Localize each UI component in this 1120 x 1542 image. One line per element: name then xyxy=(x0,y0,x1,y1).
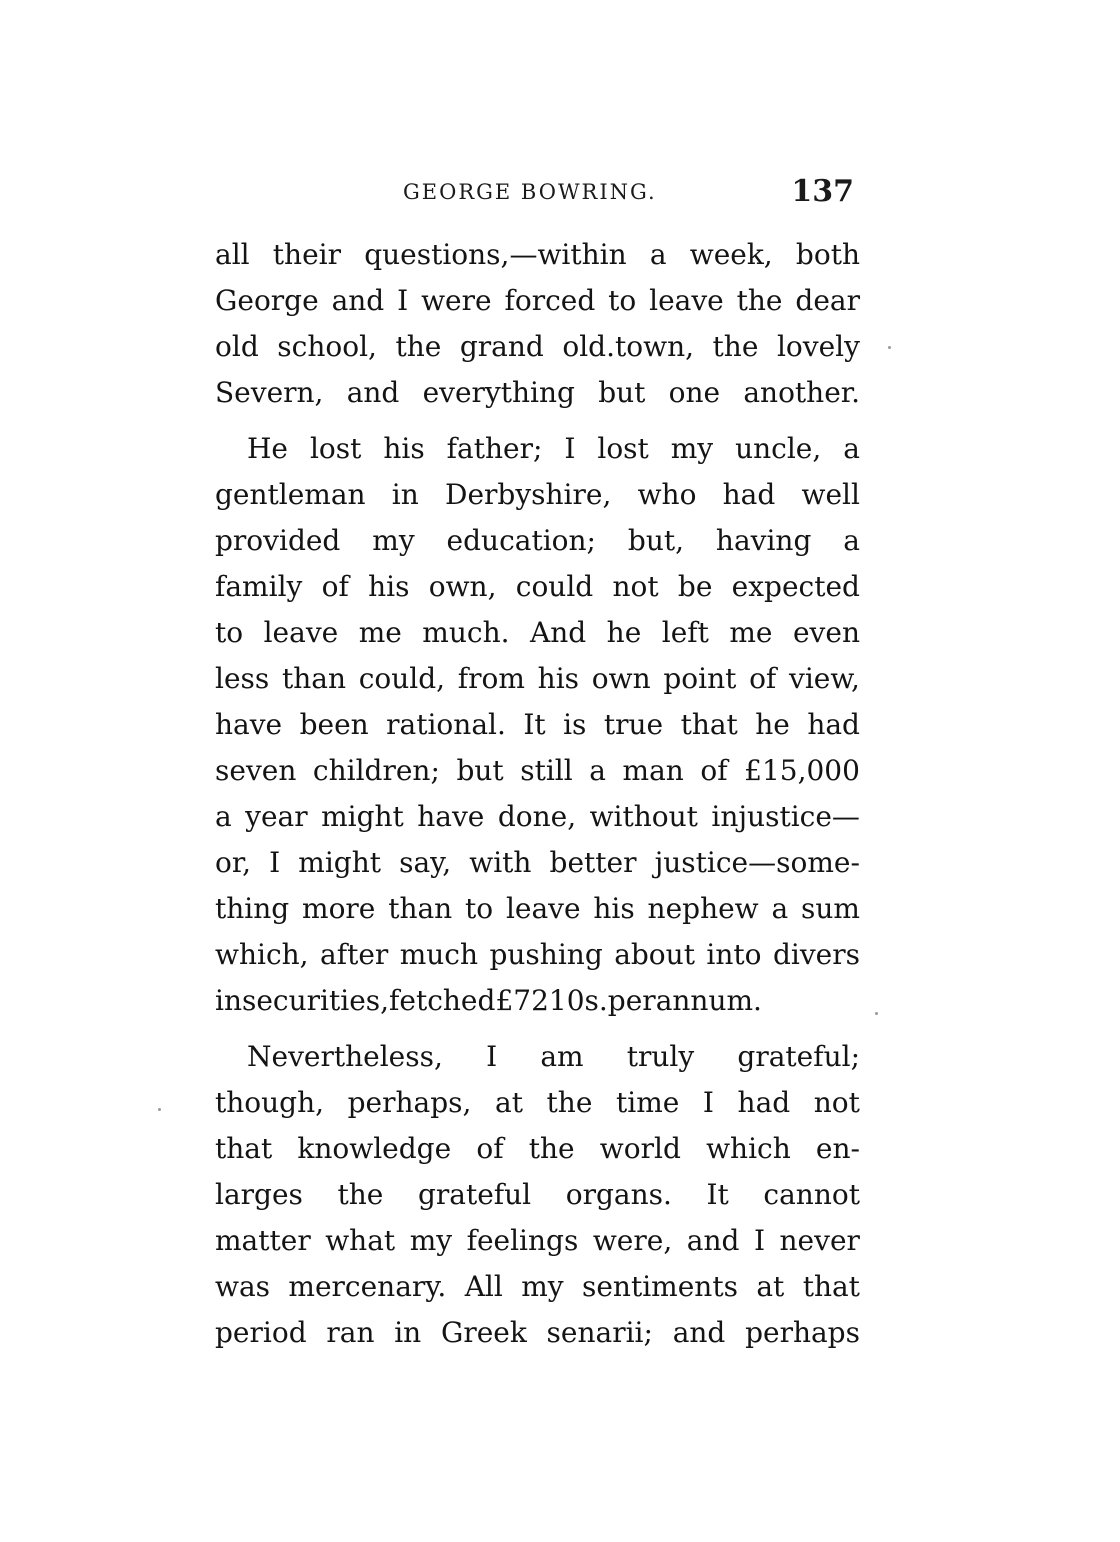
word: mercenary. xyxy=(288,1270,447,1303)
word: view, xyxy=(789,662,860,695)
text-line xyxy=(215,748,860,794)
paper-speck xyxy=(158,1108,161,1111)
word: matter xyxy=(215,1224,311,1257)
word: or, xyxy=(215,846,252,879)
word: my xyxy=(521,1270,564,1303)
text-line xyxy=(215,1080,860,1126)
word: point xyxy=(663,662,737,695)
word: perhaps, xyxy=(347,1086,472,1119)
word: much. xyxy=(422,616,510,649)
word: was xyxy=(215,1270,271,1303)
word: family xyxy=(215,570,303,603)
word: to xyxy=(608,284,637,317)
word: were, xyxy=(592,1224,673,1257)
word: still xyxy=(520,754,573,787)
word: have xyxy=(417,800,485,833)
word: truly xyxy=(626,1040,695,1073)
word: a xyxy=(589,754,606,787)
word: but, xyxy=(627,524,684,557)
body-text xyxy=(215,232,860,1366)
word: It xyxy=(523,708,546,741)
word: not xyxy=(813,1086,860,1119)
text-line xyxy=(215,840,860,886)
word: And xyxy=(529,616,587,649)
text-line xyxy=(215,564,860,610)
word: not xyxy=(612,570,659,603)
word: were xyxy=(421,284,492,317)
word: ran xyxy=(326,1316,375,1349)
word: per xyxy=(607,984,656,1017)
word: uncle, xyxy=(735,432,822,465)
word: I xyxy=(564,432,576,465)
running-title: GEORGE BOWRING. xyxy=(403,180,657,204)
word: all xyxy=(215,238,250,271)
word: and xyxy=(331,284,385,317)
word: forced xyxy=(504,284,596,317)
paragraph xyxy=(215,426,860,1024)
word: never xyxy=(779,1224,860,1257)
word: of xyxy=(700,754,728,787)
text-line xyxy=(215,1126,860,1172)
word: his xyxy=(368,570,410,603)
word: of xyxy=(476,1132,504,1165)
page-number: 137 xyxy=(791,174,854,209)
word: that xyxy=(680,708,738,741)
word: he xyxy=(755,708,790,741)
word: a xyxy=(215,800,232,833)
text-line xyxy=(215,370,860,416)
word: Nevertheless, xyxy=(247,1040,443,1073)
word: after xyxy=(320,938,389,971)
paper-speck xyxy=(888,346,891,349)
word: questions,—within xyxy=(364,238,627,271)
word: at xyxy=(495,1086,523,1119)
word: have xyxy=(215,708,283,741)
word: and xyxy=(346,376,400,409)
text-line xyxy=(215,1034,860,1080)
text-line xyxy=(215,610,860,656)
word: the xyxy=(736,284,783,317)
word: another. xyxy=(743,376,860,409)
word: a xyxy=(843,432,860,465)
word: £15,000 xyxy=(744,754,860,787)
word: left xyxy=(661,616,709,649)
word: having xyxy=(715,524,812,557)
word: his xyxy=(383,432,425,465)
word: period xyxy=(215,1316,307,1349)
word: 10s. xyxy=(548,984,608,1017)
word: than xyxy=(281,662,346,695)
word: knowledge xyxy=(297,1132,452,1165)
text-line xyxy=(215,656,860,702)
word: provided xyxy=(215,524,341,557)
word: I xyxy=(753,1224,765,1257)
word: injustice— xyxy=(711,800,860,833)
word: lovely xyxy=(776,330,860,363)
word: insecurities, xyxy=(215,984,390,1017)
word: £72 xyxy=(495,984,549,1017)
word: organs. xyxy=(565,1178,672,1211)
word: I xyxy=(269,846,281,879)
word: had xyxy=(722,478,776,511)
word: that xyxy=(215,1132,273,1165)
text-line xyxy=(215,978,860,1024)
word: but xyxy=(456,754,504,787)
word: I xyxy=(486,1040,498,1073)
text-line xyxy=(215,426,860,472)
word: own xyxy=(591,662,651,695)
word: at xyxy=(756,1270,785,1303)
word: Greek xyxy=(440,1316,527,1349)
word: of xyxy=(321,570,349,603)
word: school, xyxy=(277,330,377,363)
word: Severn, xyxy=(215,376,324,409)
text-line xyxy=(215,1218,860,1264)
word: but xyxy=(598,376,646,409)
word: am xyxy=(540,1040,584,1073)
word: though, xyxy=(215,1086,325,1119)
word: All xyxy=(464,1270,503,1303)
text-line xyxy=(215,1264,860,1310)
word: perhaps xyxy=(745,1316,860,1349)
word: true xyxy=(603,708,664,741)
word: sum xyxy=(800,892,860,925)
word: the xyxy=(546,1086,593,1119)
word: grateful; xyxy=(737,1040,860,1073)
word: year xyxy=(245,800,308,833)
word: into xyxy=(706,938,762,971)
word: might xyxy=(298,846,382,879)
word: much xyxy=(399,938,479,971)
word: rational. xyxy=(386,708,506,741)
word: who xyxy=(637,478,697,511)
word: of xyxy=(749,662,777,695)
word: might xyxy=(321,800,404,833)
word: could xyxy=(515,570,594,603)
word: and xyxy=(686,1224,740,1257)
text-line xyxy=(215,324,860,370)
word: justice—some- xyxy=(654,846,860,879)
word: me xyxy=(729,616,773,649)
word: me xyxy=(358,616,402,649)
word: both xyxy=(795,238,860,271)
text-line xyxy=(215,1172,860,1218)
word: had xyxy=(807,708,860,741)
text-line xyxy=(215,932,860,978)
word: He xyxy=(247,432,288,465)
word: a xyxy=(649,238,667,271)
word: gentleman xyxy=(215,478,366,511)
word: I xyxy=(702,1086,714,1119)
word: could, xyxy=(358,662,446,695)
word: grateful xyxy=(417,1178,532,1211)
word: with xyxy=(469,846,532,879)
word: pushing xyxy=(489,938,603,971)
word: the xyxy=(712,330,759,363)
word: leave xyxy=(505,892,581,925)
word: been xyxy=(299,708,369,741)
word: expected xyxy=(731,570,860,603)
word: in xyxy=(391,478,419,511)
word: Derbyshire, xyxy=(445,478,612,511)
word: old.town, xyxy=(562,330,695,363)
word: grand xyxy=(459,330,544,363)
text-line xyxy=(215,886,860,932)
text-line xyxy=(215,232,860,278)
word: father; xyxy=(446,432,543,465)
word: children; xyxy=(312,754,440,787)
word: one xyxy=(668,376,721,409)
word: en- xyxy=(815,1132,860,1165)
word: world xyxy=(599,1132,681,1165)
word: lost xyxy=(597,432,649,465)
word: leave xyxy=(263,616,339,649)
running-head xyxy=(215,174,860,218)
word: done, xyxy=(497,800,577,833)
word: I xyxy=(397,284,409,317)
word: say, xyxy=(399,846,452,879)
word: is xyxy=(563,708,587,741)
word: thing xyxy=(215,892,290,925)
word: even xyxy=(792,616,860,649)
word: which xyxy=(706,1132,791,1165)
word: seven xyxy=(215,754,297,787)
word: annum. xyxy=(655,984,762,1017)
word: divers xyxy=(772,938,860,971)
word: old xyxy=(215,330,259,363)
word: had xyxy=(737,1086,791,1119)
word: cannot xyxy=(763,1178,860,1211)
word: feelings xyxy=(466,1224,579,1257)
word: their xyxy=(272,238,341,271)
text-line xyxy=(215,702,860,748)
word: better xyxy=(549,846,637,879)
word: It xyxy=(706,1178,729,1211)
word: the xyxy=(528,1132,575,1165)
word: fetched xyxy=(389,984,496,1017)
word: the xyxy=(395,330,442,363)
word: without xyxy=(589,800,698,833)
text-line xyxy=(215,1310,860,1356)
word: to xyxy=(465,892,494,925)
word: which, xyxy=(215,938,309,971)
text-line xyxy=(215,794,860,840)
word: his xyxy=(593,892,635,925)
word: that xyxy=(802,1270,860,1303)
paper-speck xyxy=(875,1012,878,1015)
word: well xyxy=(801,478,860,511)
word: leave xyxy=(649,284,724,317)
word: to xyxy=(215,616,244,649)
word: sentiments xyxy=(581,1270,738,1303)
paragraph xyxy=(215,1034,860,1356)
word: be xyxy=(677,570,713,603)
text-line xyxy=(215,472,860,518)
word: dear xyxy=(795,284,860,317)
word: and xyxy=(672,1316,726,1349)
word: George xyxy=(215,284,319,317)
word: everything xyxy=(422,376,575,409)
word: what xyxy=(325,1224,396,1257)
word: more xyxy=(302,892,376,925)
word: my xyxy=(409,1224,453,1257)
word: the xyxy=(337,1178,384,1211)
word: a xyxy=(843,524,860,557)
word: less xyxy=(215,662,270,695)
word: senarii; xyxy=(546,1316,653,1349)
word: own, xyxy=(428,570,497,603)
word: nephew xyxy=(647,892,759,925)
word: lost xyxy=(309,432,362,465)
word: he xyxy=(606,616,642,649)
word: week, xyxy=(689,238,773,271)
word: than xyxy=(388,892,453,925)
word: from xyxy=(457,662,525,695)
text-line xyxy=(215,518,860,564)
word: my xyxy=(670,432,714,465)
word: time xyxy=(615,1086,680,1119)
word: his xyxy=(537,662,580,695)
word: larges xyxy=(215,1178,303,1211)
word: my xyxy=(372,524,415,557)
word: a xyxy=(771,892,789,925)
word: about xyxy=(614,938,695,971)
word: in xyxy=(394,1316,422,1349)
paragraph xyxy=(215,232,860,416)
word: man xyxy=(622,754,684,787)
text-line xyxy=(215,278,860,324)
word: education; xyxy=(446,524,596,557)
